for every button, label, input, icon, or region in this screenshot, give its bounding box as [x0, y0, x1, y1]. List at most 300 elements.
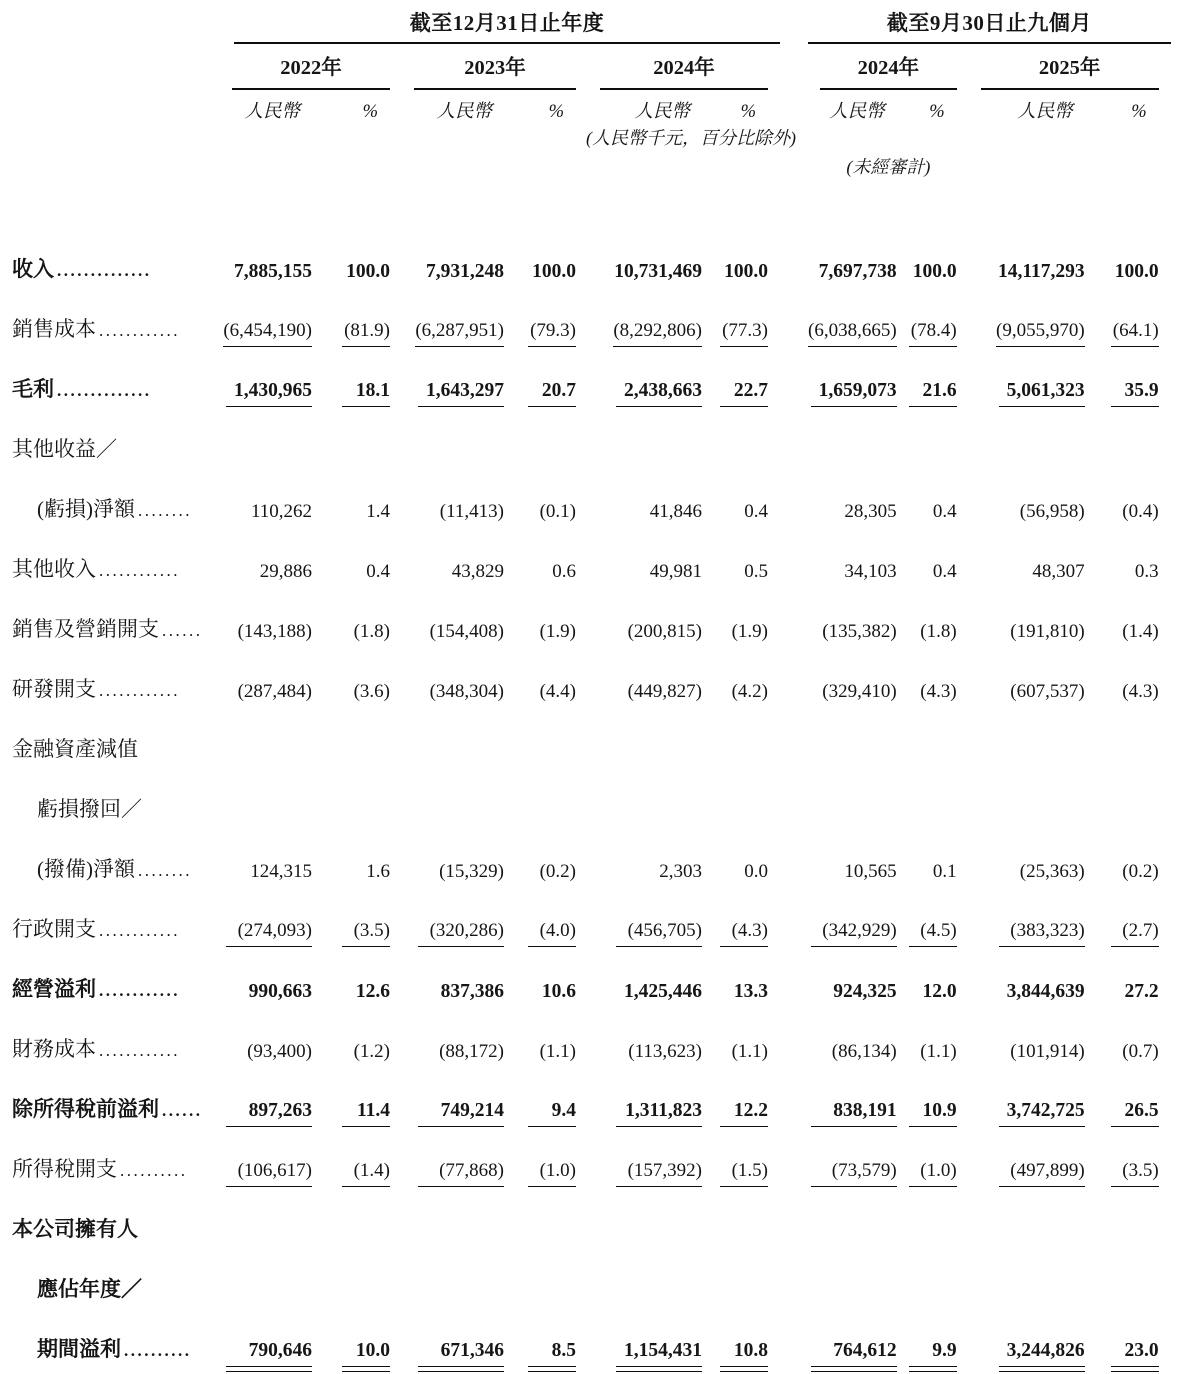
value-cell — [324, 894, 402, 954]
year-header-2024 — [588, 44, 780, 90]
income-statement-table — [12, 12, 1171, 1374]
year-header-2022 — [220, 44, 402, 90]
value: (1.4) — [1122, 620, 1159, 642]
value-cell — [220, 234, 324, 294]
value-cell — [588, 294, 714, 354]
value-cell — [969, 1074, 1097, 1134]
value: (88,172) — [439, 1040, 504, 1062]
year-label: 2025年 — [981, 44, 1159, 90]
value-cell — [714, 654, 780, 714]
value: 43,829 — [451, 560, 504, 582]
value: (157,392) — [616, 1160, 702, 1187]
value-cell — [588, 534, 714, 594]
value: (93,400) — [247, 1040, 312, 1062]
value-cell — [1097, 354, 1171, 414]
year-header-row — [12, 44, 1171, 90]
value-cell — [909, 1014, 969, 1074]
row-label — [12, 1134, 220, 1194]
row-label-line: 應佔年度／ — [37, 1276, 142, 1301]
value: 110,262 — [250, 500, 312, 522]
percent-header: % — [740, 101, 756, 122]
value-cell — [588, 594, 714, 654]
value: 837,386 — [440, 980, 504, 1002]
value: (6,287,951) — [415, 320, 504, 347]
table-row — [12, 534, 1171, 594]
row-label-line: 金融資產減值 — [12, 736, 138, 761]
value: 838,191 — [811, 1100, 897, 1127]
empty-cell — [12, 12, 220, 44]
empty-cell — [12, 149, 808, 178]
value: (1.9) — [539, 620, 576, 642]
value-cell — [969, 1134, 1097, 1194]
value-cell — [402, 654, 516, 714]
value: 3,742,725 — [999, 1100, 1085, 1127]
value: (4.5) — [909, 920, 957, 947]
value-cell — [909, 654, 969, 714]
annual-period-header — [220, 12, 780, 44]
value: (79.3) — [528, 320, 576, 347]
unaudited-note-row — [12, 149, 1171, 178]
column-spacer — [780, 1314, 808, 1374]
value-cell — [516, 834, 588, 894]
empty-cell — [808, 124, 1171, 149]
value: (81.9) — [342, 320, 390, 347]
value-cell — [714, 1134, 780, 1194]
value: (274,093) — [226, 920, 312, 947]
value-cell — [324, 834, 402, 894]
period-title-row — [12, 12, 1171, 44]
value: 100.0 — [724, 260, 768, 282]
value-cell — [516, 1014, 588, 1074]
table-row — [12, 234, 1171, 294]
row-label-text: 所得稅開支 — [12, 1156, 117, 1181]
value: 3,844,639 — [1006, 980, 1085, 1002]
value-cell — [516, 534, 588, 594]
value: (1.8) — [353, 620, 390, 642]
value: 7,931,248 — [426, 260, 504, 282]
leader-dots: ...... — [162, 1100, 203, 1120]
value-cell — [516, 354, 588, 414]
value: (348,304) — [429, 680, 504, 702]
value-cell — [402, 474, 516, 534]
value-cell — [402, 954, 516, 1014]
value-cell — [808, 654, 909, 714]
row-label-text: 研發開支 — [12, 676, 96, 701]
value: 897,263 — [226, 1100, 312, 1127]
value-cell — [1097, 474, 1171, 534]
percent-header: % — [1131, 101, 1147, 122]
value-cell — [808, 294, 909, 354]
value-cell — [808, 1074, 909, 1134]
value: (77.3) — [720, 320, 768, 347]
value-cell — [909, 1074, 969, 1134]
column-spacer — [780, 594, 808, 654]
value-cell — [714, 594, 780, 654]
value-cell — [714, 894, 780, 954]
value-cell — [1097, 534, 1171, 594]
value-cell — [714, 1014, 780, 1074]
value-cell — [1097, 654, 1171, 714]
empty-cell — [12, 44, 220, 90]
value: (4.3) — [720, 920, 768, 947]
value-cell — [1097, 594, 1171, 654]
value-cell — [808, 834, 909, 894]
percent-header: % — [548, 101, 564, 122]
row-label-text: 銷售成本 — [12, 316, 96, 341]
column-spacer — [780, 474, 808, 534]
value-cell — [402, 354, 516, 414]
value: (77,868) — [418, 1160, 504, 1187]
value: 9.4 — [528, 1100, 576, 1127]
value-cell — [588, 474, 714, 534]
value-cell — [714, 1074, 780, 1134]
leader-dots: .............. — [57, 260, 152, 280]
leader-dots: ............ — [99, 680, 180, 700]
value: 2,438,663 — [616, 380, 702, 407]
value: 2,303 — [659, 860, 702, 882]
value: 12.2 — [720, 1100, 768, 1127]
value-cell — [969, 594, 1097, 654]
row-label-text: 經營溢利 — [12, 976, 96, 1001]
value-cell — [909, 594, 969, 654]
value-cell — [969, 534, 1097, 594]
row-label — [12, 1074, 220, 1134]
row-label-text: 銷售及營銷開支 — [12, 616, 159, 641]
table-row — [12, 954, 1171, 1014]
value-cell — [588, 954, 714, 1014]
leader-dots: ............ — [99, 920, 180, 940]
value: 48,307 — [1032, 560, 1085, 582]
value: 0.0 — [744, 860, 768, 882]
value-cell — [324, 654, 402, 714]
value: (329,410) — [822, 680, 897, 702]
value-cell — [324, 234, 402, 294]
value: 764,612 — [811, 1340, 897, 1367]
column-spacer — [780, 44, 808, 90]
value: (1.4) — [342, 1160, 390, 1187]
interim-period-header — [808, 12, 1171, 44]
table-row — [12, 594, 1171, 654]
value: 100.0 — [346, 260, 390, 282]
value-cell — [588, 1074, 714, 1134]
value-cell — [220, 294, 324, 354]
value: (56,958) — [1019, 500, 1085, 522]
value: (607,537) — [1010, 680, 1085, 702]
value: 0.4 — [744, 500, 768, 522]
table-row — [12, 834, 1171, 894]
value: 0.5 — [744, 560, 768, 582]
table-row — [12, 474, 1171, 534]
value: (4.4) — [539, 680, 576, 702]
year-header-2023 — [402, 44, 588, 90]
value-cell — [516, 954, 588, 1014]
value-cell — [220, 1074, 324, 1134]
value-cell — [714, 294, 780, 354]
currency-header: 人民幣 — [634, 101, 690, 122]
value-cell — [588, 354, 714, 414]
value-cell — [324, 1134, 402, 1194]
value-cell — [220, 834, 324, 894]
value: (154,408) — [429, 620, 504, 642]
value-cell — [909, 894, 969, 954]
value: 100.0 — [1114, 260, 1159, 282]
row-label — [12, 894, 220, 954]
value: (1.8) — [920, 620, 957, 642]
value: (1.1) — [731, 1040, 768, 1062]
annual-period-title: 截至12月31日止年度 — [234, 12, 780, 44]
value: 990,663 — [248, 980, 312, 1002]
value-cell — [220, 654, 324, 714]
value: (73,579) — [811, 1160, 897, 1187]
row-label-text: 除所得稅前溢利 — [12, 1096, 159, 1121]
value-cell — [402, 234, 516, 294]
value: (106,617) — [226, 1160, 312, 1187]
value: 12.6 — [355, 980, 390, 1002]
value: (0.7) — [1122, 1040, 1159, 1062]
value-cell — [220, 474, 324, 534]
value-cell — [324, 954, 402, 1014]
value-cell — [969, 654, 1097, 714]
value-cell — [1097, 1014, 1171, 1074]
value-cell — [714, 834, 780, 894]
value-cell — [1097, 1074, 1171, 1134]
empty-cell — [969, 149, 1171, 178]
value: (135,382) — [822, 620, 897, 642]
value: (64.1) — [1111, 320, 1159, 347]
value: (1.0) — [528, 1160, 576, 1187]
value-cell — [714, 354, 780, 414]
row-label — [12, 354, 220, 414]
table-row — [12, 894, 1171, 954]
row-label-text: 收入 — [12, 256, 54, 281]
value: 10.8 — [720, 1340, 768, 1367]
value-cell — [402, 534, 516, 594]
value-cell — [1097, 234, 1171, 294]
value-cell — [1097, 1134, 1171, 1194]
value: (497,899) — [999, 1160, 1085, 1187]
year-label: 2024年 — [820, 44, 957, 90]
value: (2.7) — [1111, 920, 1159, 947]
value: 10,731,469 — [614, 260, 702, 282]
value: (101,914) — [1010, 1040, 1085, 1062]
value: (200,815) — [627, 620, 702, 642]
leader-dots: ............ — [99, 560, 180, 580]
value: 10.0 — [342, 1340, 390, 1367]
table-row — [12, 414, 1171, 474]
value: 100.0 — [912, 260, 957, 282]
value-cell — [220, 1014, 324, 1074]
value-cell — [808, 894, 909, 954]
value-cell — [402, 1314, 516, 1374]
column-spacer — [780, 654, 808, 714]
value-cell — [909, 534, 969, 594]
value: 749,214 — [418, 1100, 504, 1127]
value-cell — [324, 534, 402, 594]
value-cell — [969, 954, 1097, 1014]
value: (1.1) — [539, 1040, 576, 1062]
value-cell — [909, 354, 969, 414]
table-row — [12, 1074, 1171, 1134]
value: 35.9 — [1111, 380, 1159, 407]
value: (0.4) — [1122, 500, 1159, 522]
value: 8.5 — [528, 1340, 576, 1367]
row-label — [12, 594, 220, 654]
value-cell — [588, 234, 714, 294]
value-cell — [808, 354, 909, 414]
table-row — [12, 714, 1171, 774]
value: 1.4 — [366, 500, 390, 522]
value: 100.0 — [532, 260, 576, 282]
leader-dots: ........ — [138, 860, 192, 880]
row-label — [12, 294, 220, 354]
value: 7,697,738 — [818, 260, 897, 282]
value-cell — [1097, 294, 1171, 354]
row-label-text: 其他收入 — [12, 556, 96, 581]
value-cell — [714, 234, 780, 294]
value-cell — [220, 1314, 324, 1374]
value: 23.0 — [1111, 1340, 1159, 1367]
value: 11.4 — [342, 1100, 390, 1127]
value: 1,154,431 — [616, 1340, 702, 1367]
value: 7,885,155 — [234, 260, 312, 282]
value: 1,430,965 — [226, 380, 312, 407]
value-cell — [324, 1074, 402, 1134]
value-cell — [969, 894, 1097, 954]
table-row — [12, 1254, 1171, 1314]
row-label — [12, 534, 220, 594]
value-cell — [808, 954, 909, 1014]
value: (113,623) — [628, 1040, 702, 1062]
value: (143,188) — [237, 620, 312, 642]
value-cell — [808, 594, 909, 654]
value: (1.2) — [353, 1040, 390, 1062]
row-label — [12, 1314, 220, 1374]
value-cell — [969, 294, 1097, 354]
row-label-line: 本公司擁有人 — [12, 1216, 138, 1241]
value-cell — [588, 1314, 714, 1374]
value: 9.9 — [909, 1340, 957, 1367]
value: 124,315 — [250, 860, 312, 882]
value: 10,565 — [844, 860, 897, 882]
value-cell — [909, 474, 969, 534]
table-row — [12, 1134, 1171, 1194]
value-cell — [324, 474, 402, 534]
leader-dots: ...... — [162, 620, 203, 640]
currency-header: 人民幣 — [436, 101, 492, 122]
value: (9,055,970) — [996, 320, 1085, 347]
value-cell — [516, 654, 588, 714]
value-cell — [969, 474, 1097, 534]
value-cell — [516, 234, 588, 294]
value-cell — [909, 834, 969, 894]
value-cell — [402, 294, 516, 354]
value-cell — [714, 474, 780, 534]
value-cell — [402, 894, 516, 954]
value-cell — [808, 474, 909, 534]
row-label — [12, 474, 220, 534]
column-spacer — [780, 954, 808, 1014]
year-label: 2024年 — [600, 44, 768, 90]
row-label — [12, 1014, 220, 1074]
value: 790,646 — [226, 1340, 312, 1367]
value: (3.5) — [1111, 1160, 1159, 1187]
column-spacer — [780, 834, 808, 894]
value-cell — [1097, 954, 1171, 1014]
value-cell — [516, 474, 588, 534]
currency-header: 人民幣 — [244, 101, 300, 122]
subheader-row — [12, 90, 1171, 124]
value-cell — [220, 594, 324, 654]
value-cell — [909, 1314, 969, 1374]
value: 0.1 — [932, 860, 957, 882]
leader-dots: .............. — [57, 380, 152, 400]
value: (0.2) — [1122, 860, 1159, 882]
header-body-gap — [12, 178, 1171, 234]
value: (8,292,806) — [613, 320, 702, 347]
year-label: 2023年 — [414, 44, 576, 90]
value-cell — [808, 1014, 909, 1074]
percent-header: % — [362, 101, 378, 122]
table-row — [12, 1314, 1171, 1374]
value-cell — [969, 834, 1097, 894]
value: 671,346 — [418, 1340, 504, 1367]
value-cell — [220, 954, 324, 1014]
value: (6,454,190) — [223, 320, 312, 347]
value-cell — [969, 234, 1097, 294]
value: 1,311,823 — [616, 1100, 702, 1127]
value: (1.0) — [909, 1160, 957, 1187]
value: 27.2 — [1124, 980, 1159, 1002]
value: (4.3) — [920, 680, 957, 702]
empty-cell — [12, 90, 220, 124]
value-cell — [588, 1134, 714, 1194]
currency-header: 人民幣 — [1017, 101, 1073, 122]
value: (78.4) — [909, 320, 957, 347]
value-cell — [324, 294, 402, 354]
value-cell — [588, 894, 714, 954]
value: 0.6 — [552, 560, 576, 582]
table-row — [12, 1014, 1171, 1074]
column-spacer — [780, 1014, 808, 1074]
value: 0.3 — [1134, 560, 1159, 582]
value-cell — [220, 534, 324, 594]
value: 22.7 — [720, 380, 768, 407]
value-cell — [324, 1314, 402, 1374]
value-cell — [516, 894, 588, 954]
value: (342,929) — [811, 920, 897, 947]
value-cell — [220, 354, 324, 414]
year-header-9m2025 — [969, 44, 1171, 90]
column-spacer — [780, 354, 808, 414]
value: (320,286) — [418, 920, 504, 947]
value-cell — [808, 1314, 909, 1374]
value: (383,323) — [999, 920, 1085, 947]
column-spacer — [780, 234, 808, 294]
value: 49,981 — [649, 560, 702, 582]
value: 41,846 — [649, 500, 702, 522]
interim-period-title: 截至9月30日止九個月 — [808, 12, 1171, 44]
column-spacer — [780, 534, 808, 594]
value-cell — [402, 594, 516, 654]
value-cell — [909, 954, 969, 1014]
value-cell — [516, 594, 588, 654]
value: (0.2) — [539, 860, 576, 882]
value: 12.0 — [922, 980, 957, 1002]
value-cell — [402, 834, 516, 894]
value: 1,659,073 — [811, 380, 897, 407]
value: (86,134) — [831, 1040, 897, 1062]
table-row — [12, 654, 1171, 714]
